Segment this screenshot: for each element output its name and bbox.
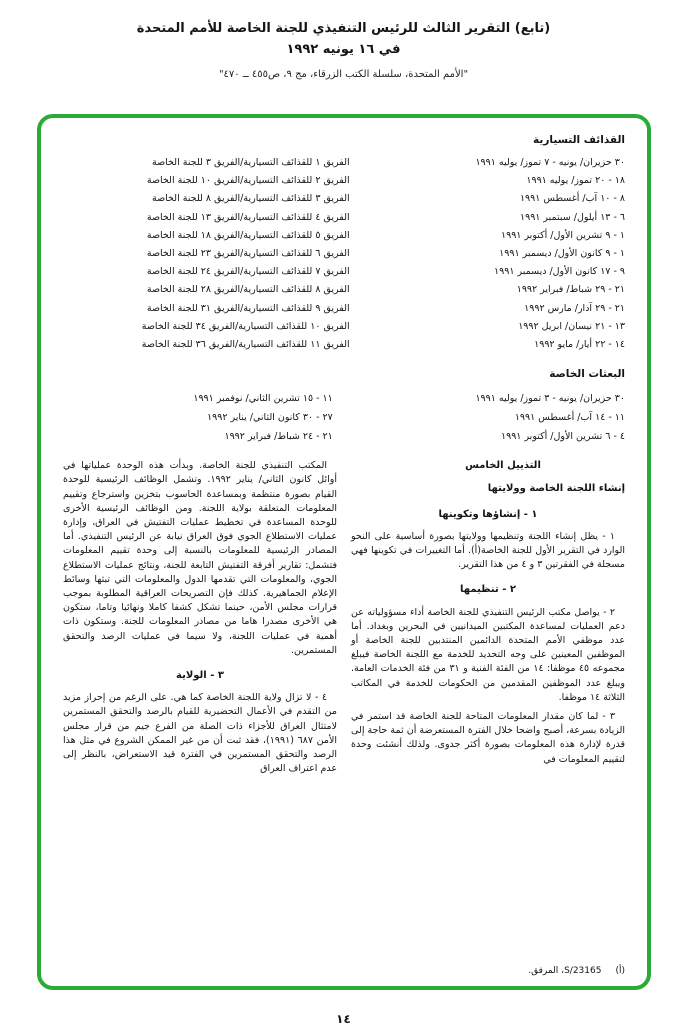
appendix-heading: التذييل الخامس [465,460,541,472]
report-title-line2: في ١٦ يونيه ١٩٩٢ [286,42,401,57]
inspection-date: ١ - ٩ كانون الأول/ ديسمبر ١٩٩١ [499,248,625,260]
mission-date: ٤ - ٦ تشرين الأول/ أكتوبر ١٩٩١ [501,431,625,443]
paragraph-3-continuation: المكتب التنفيذي للجنة الخاصة. وبدأت هذه الوحدة عملياتها في أوائل كانون الثاني/ يناير ١٩٩٢. وتشمل الوظائف الرئيسية للوحدة القيام بصورة منتظمة وبمساعدة الحاسوب بتخزين واسترجاع وتقييم المعلومات المتعلقة بولاية اللجنة. ومن الوظائف الرئيسية الأخرى للوحدة المساعدة في تخطيط عمليات التفتيش في العراق، وإدارة عمليات الاستطلاع الجوي فوق العراق نيابة عن الرئيس التنفيذي. أما المصادر الرئيسية للمعلومات بالنسبة إلى وحدة تقييم المعلومات فتشمل: تقارير أفرقة التفتيش التابعة للجنة، ونتائج عمليات الاستطلاع الجوي، والمعلومات التي تقدمها الدول والمعلومات التي تبثها وسائط الإعلام الجماهيرية. كذلك فإن التصريحات العراقية المطلوبة بموجب قرارات مجلس الأمن، حينما تشكل كشفا كاملا ونهائيا وتاما، ستكون هي الأخرى مصدرا هاما من مصادر المعلومات للجنة. وستكون ذات أهمية في عمليات اللجنة، ولا سيما في عمليات الرصد والتحقق المستمرين. [63,460,337,656]
footnote-text: S/23165، المرفق. [528,966,602,976]
paragraph-2: ٢ - يواصل مكتب الرئيس التنفيذي للجنة الخاصة أداء مسؤولياته عن دعم العمليات لمساعدة المكتبين الميدانيين في البحرين وبغداد. أما عدد موظفي الأمم المتحدة الدائمين المنتدبين للجنة الخاصة أو الموظفين المعينين على وجه التحديد للخدمة مع اللجنة الخاصة فيبلغ مجموعه ٤٥ موظفا: ١٤ من الفئة الفنية و ٣١ من فئة الخدمات العامة. ويبلغ عدد الموظفين المقدمين من الحكومات للخدمة في المكاتب الثلاثة ١٤ موظفا. [351,606,625,703]
inspection-team: الفريق ٩ للقذائف التسيارية/الفريق ٣١ للجنة الخاصة [146,302,350,314]
inspection-team: الفريق ٨ للقذائف التسيارية/الفريق ٢٨ للجنة الخاصة [146,284,350,296]
two-column-body [63,459,625,781]
table-row [63,227,625,245]
mission-date: ١١ - ١٤ آب/ أغسطس ١٩٩١ [514,412,625,424]
inspection-date: ٩ - ١٧ كانون الأول/ ديسمبر ١٩٩١ [494,266,625,278]
inspection-team: الفريق ٣ للقذائف التسيارية/الفريق ٨ للجنة الخاصة [151,193,350,205]
inspection-date: ١٨ - ٢٠ تموز/ يوليه ١٩٩١ [526,175,625,187]
source-citation: "الأمم المتحدة، سلسلة الكتب الزرقاء، مج ٩، ص٤٥٥ ــ ٤٧٠" [218,69,469,80]
section-2-heading: ٢ - تنظيمها [460,584,516,596]
inspection-team: الفريق ٢ للقذائف التسيارية/الفريق ١٠ للجنة الخاصة [146,175,350,187]
section-title-special-missions: البعثات الخاصة [549,368,625,381]
missile-teams-table [63,154,625,354]
table-row [63,336,625,354]
body-column-left [63,459,337,781]
inspection-team: الفريق ٥ للقذائف التسيارية/الفريق ١٨ للجنة الخاصة [146,229,350,241]
inspection-date: ٦ - ١٣ أيلول/ سبتمبر ١٩٩١ [519,211,625,223]
inspection-team: الفريق ٤ للقذائف التسيارية/الفريق ١٣ للجنة الخاصة [146,211,350,223]
paragraph-1: ١ - يظل إنشاء اللجنة وتنظيمها وولايتها بصورة أساسية على النحو الوارد في التقرير الأول للجنة الخاصة(أ). أما التغييرات في تكوينها فهي مسجلة في الفقرتين ٣ و ٤ من هذا التقرير. [351,530,625,571]
inspection-date: ٣٠ حزيران/ يونيه - ٧ تموز/ يوليه ١٩٩١ [475,157,625,168]
inspection-team: الفريق ١ للقذائف التسيارية/الفريق ٣ للجنة الخاصة [151,157,350,168]
special-missions-right-column [355,389,625,446]
table-row [63,245,625,263]
section-1-heading: ١ - إنشاؤها وتكوينها [438,508,538,520]
inspection-team: الفريق ١١ للقذائف التسيارية/الفريق ٣٦ للجنة الخاصة [141,339,350,351]
special-missions-dates [63,389,625,446]
section-3-heading: ٣ - الولاية [176,670,224,682]
footnote-marker: (أ) [615,966,625,976]
table-row [63,209,625,227]
body-column-right [351,459,625,781]
inspection-team: الفريق ٦ للقذائف التسيارية/الفريق ٢٣ للجنة الخاصة [146,248,350,260]
paragraph-4: ٤ - لا تزال ولاية اللجنة الخاصة كما هي. على الرغم من إحراز مزيد من التقدم في الأعمال التحضيرية للقيام بالرصد والتحقق المستمرين لامتثال العراق للأجزاء ذات الصلة من الفرع جيم من قرار مجلس الأمن ٦٨٧ (١٩٩١)، فقد ثبت أن من غير الممكن الشروع في مثل هذا الرصد والتحقق المستمرين في الفترة قيد الاستعراض، بالنظر إلى عدم اعتراف العراق [63,692,338,775]
footnote [528,966,625,976]
special-missions-left-column [63,389,333,446]
appendix-subheading: إنشاء اللجنة الخاصة وولايتها [487,483,625,495]
inspection-date: ١ - ٩ تشرين الأول/ أكتوبر ١٩٩١ [501,229,625,241]
paragraph-3: ٣ - لما كان مقدار المعلومات المتاحة للجنة الخاصة قد استمر في الزيادة بسرعة، أصبح واضحا خلال الفترة المستعرضة أن ثمة حاجة إلى قدرة لإدارة هذه المعلومات بصورة أكثر جدوى. ولذلك أنشئت وحدة لتقييم المعلومات في [351,711,625,765]
report-title-line1: (تابع) التقرير الثالث للرئيس التنفيذي للجنة الخاصة للأمم المتحدة [136,21,551,36]
inspection-team: الفريق ١٠ للقذائف التسيارية/الفريق ٣٤ للجنة الخاصة [141,320,350,332]
inspection-date: ٢١ - ٢٩ آذار/ مارس ١٩٩٢ [524,302,625,314]
table-row [63,300,625,318]
content-frame [37,114,651,990]
inspection-date: ١٣ - ٢١ نيسان/ ابريل ١٩٩٢ [518,320,625,332]
table-row [63,190,625,208]
table-row [63,172,625,190]
table-row [63,263,625,281]
mission-date: ٢٧ - ٣٠ كانون الثاني/ يناير ١٩٩٢ [207,412,333,424]
inspection-date: ١٤ - ٢٢ أيار/ مايو ١٩٩٢ [534,339,625,351]
table-row [63,281,625,299]
inspection-team: الفريق ٧ للقذائف التسيارية/الفريق ٢٤ للجنة الخاصة [146,266,350,278]
mission-date: ١١ - ١٥ تشرين الثاني/ نوفمبر ١٩٩١ [193,393,333,405]
page-number: ١٤ [336,1012,351,1026]
mission-date: ٣٠ حزيران/ يونيه - ٣ تموز/ يوليه ١٩٩١ [475,393,625,405]
inspection-date: ٢١ - ٢٩ شباط/ فبراير ١٩٩٢ [516,284,625,296]
section-title-ballistic-missiles: القذائف التسيارية [533,134,625,146]
table-row [63,154,625,172]
inspection-date: ٨ - ١٠ آب/ أغسطس ١٩٩١ [519,193,625,205]
table-row [63,318,625,336]
document-header [0,0,687,80]
mission-date: ٢١ - ٢٤ شباط/ فبراير ١٩٩٢ [224,431,333,443]
